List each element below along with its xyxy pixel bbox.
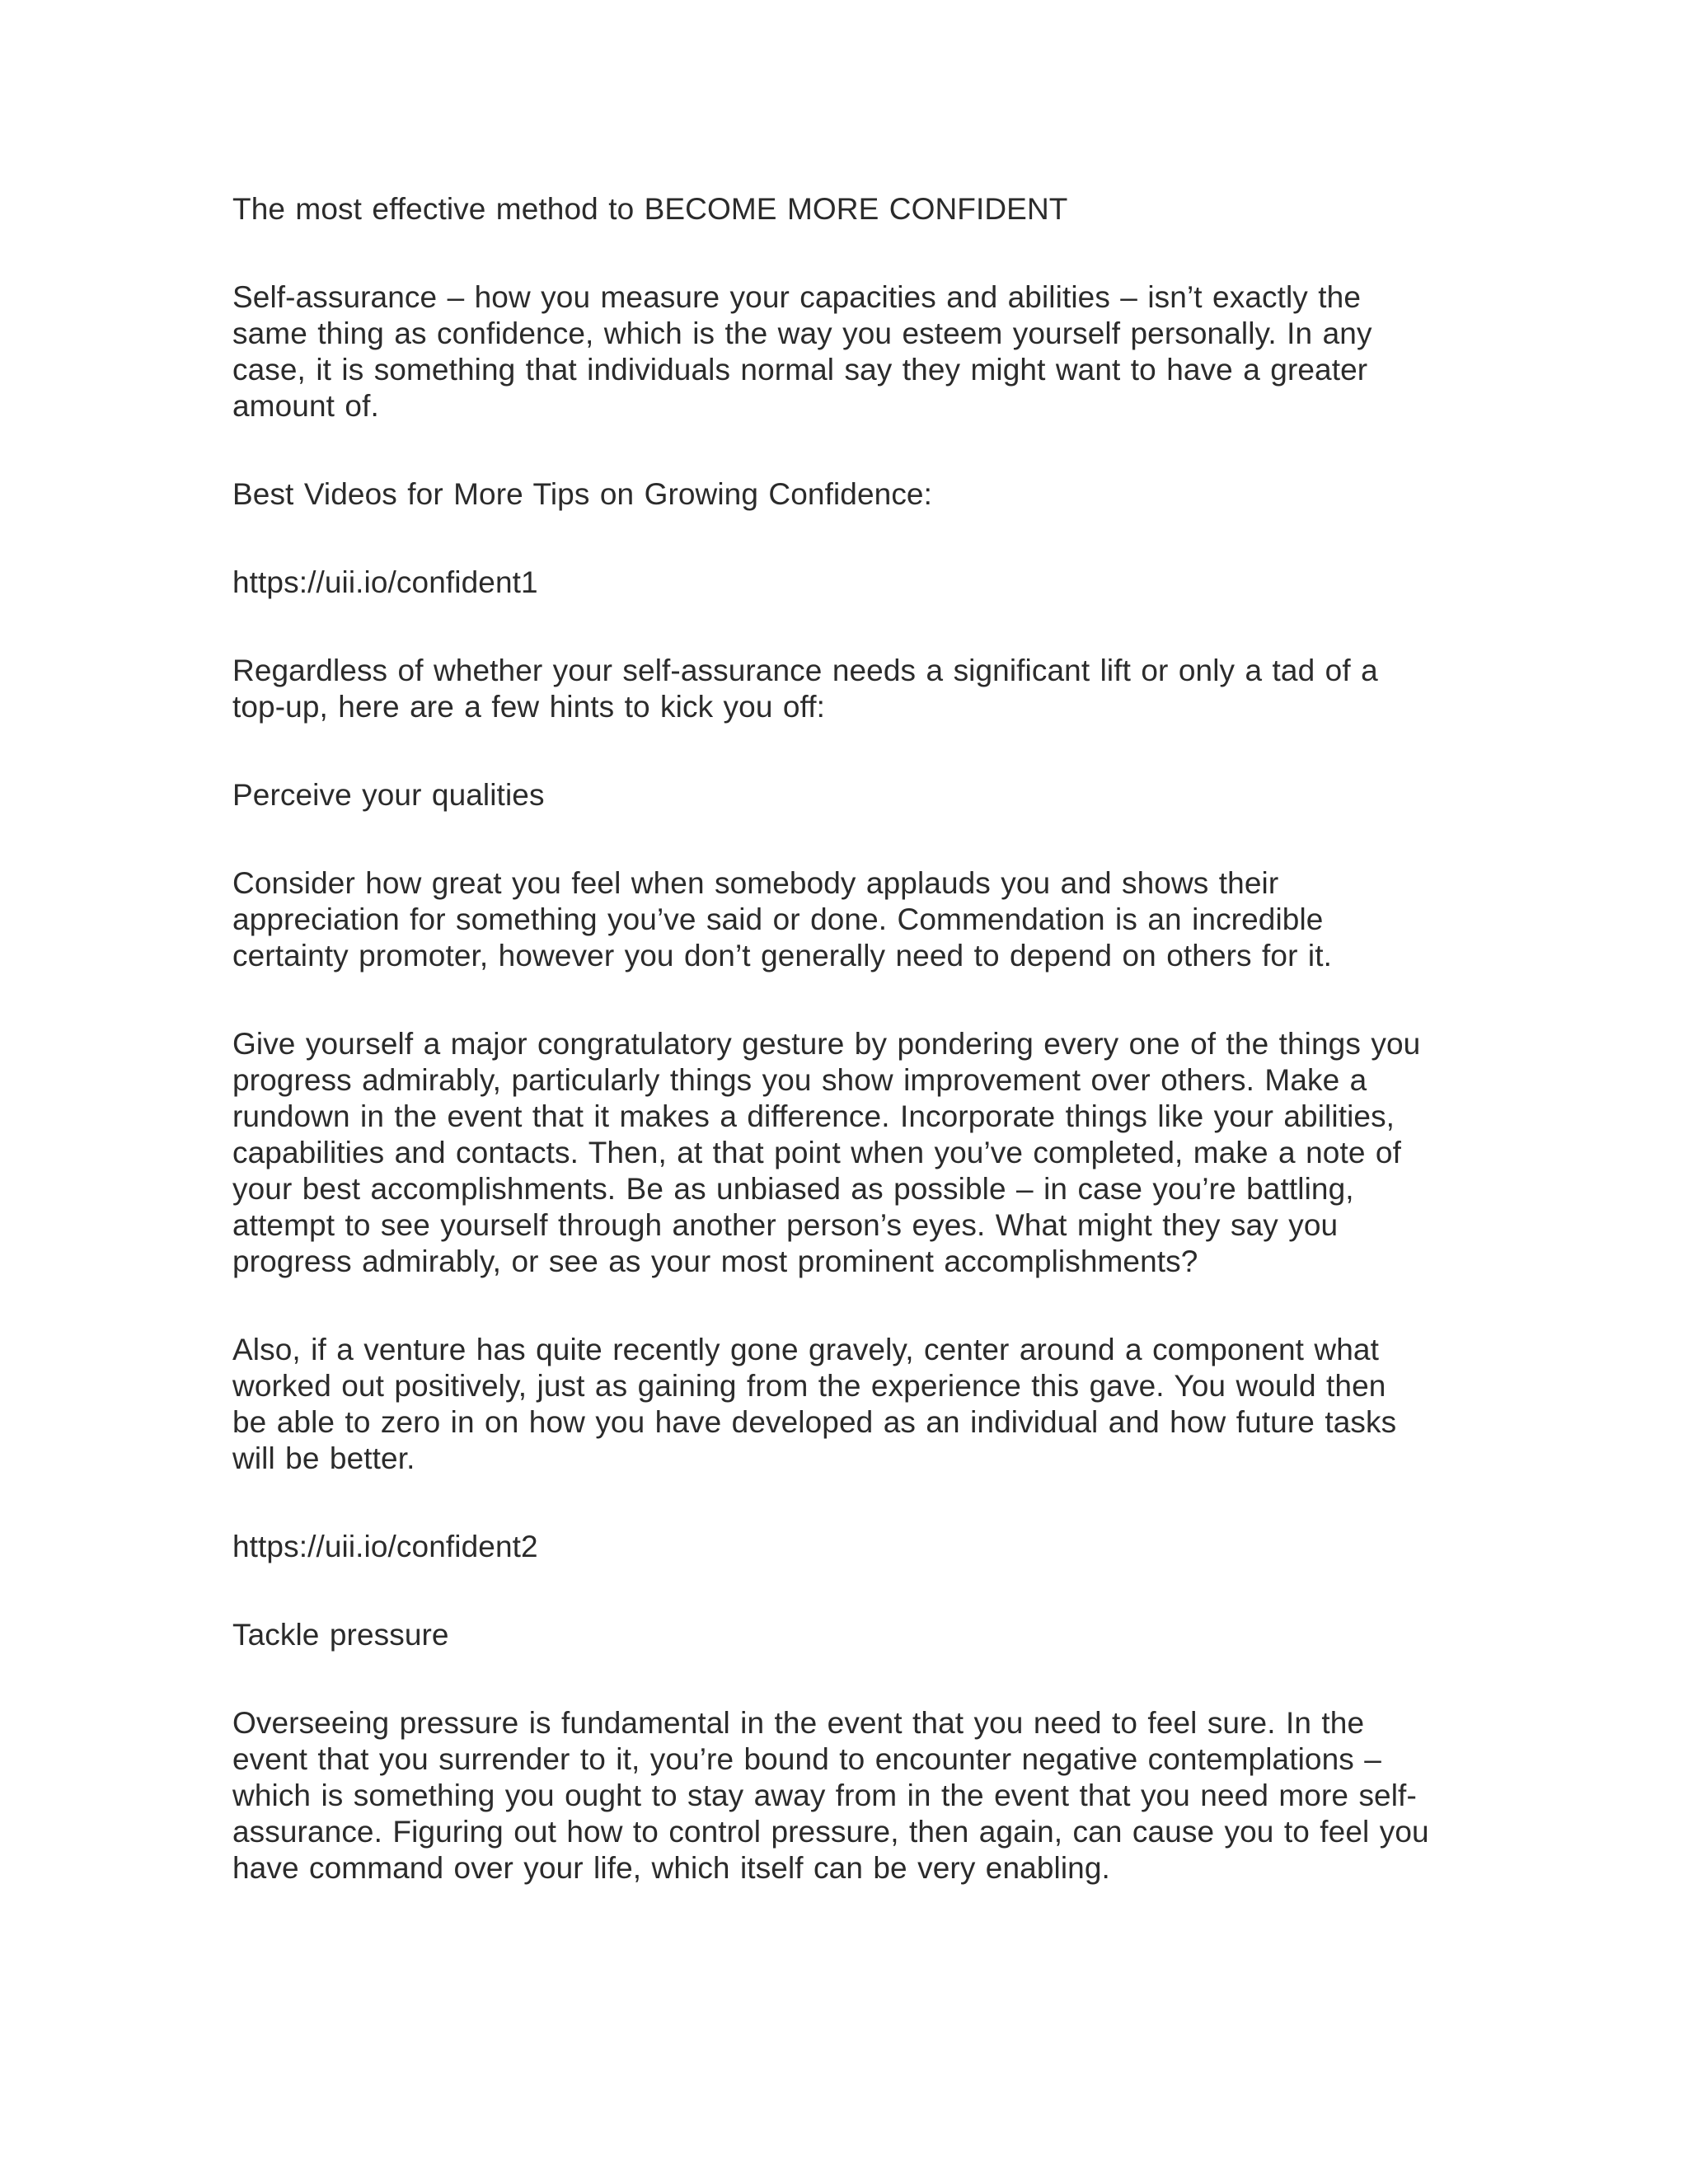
- confident1-link[interactable]: https://uii.io/confident1: [232, 565, 538, 599]
- paragraph-line: case, it is something that individuals normal say they might want to have a greater: [232, 353, 1368, 387]
- paragraph-line: Give yourself a major congratulatory gesture by pondering every one of the things you: [232, 1027, 1421, 1061]
- paragraph-line: rundown in the event that it makes a difference. Incorporate things like your abilities,: [232, 1099, 1395, 1133]
- paragraph-line: amount of.: [232, 389, 379, 423]
- paragraph-line: top-up, here are a few hints to kick you off:: [232, 690, 826, 724]
- confident2-link[interactable]: https://uii.io/confident2: [232, 1530, 538, 1563]
- paragraph-line: worked out positively, just as gaining from the experience this gave. You would then: [232, 1369, 1386, 1403]
- paragraph-line: progress admirably, or see as your most prominent accomplishments?: [232, 1244, 1198, 1278]
- paragraph-line: same thing as confidence, which is the way you esteem yourself personally. In any: [232, 316, 1372, 350]
- paragraph-line: appreciation for something you’ve said or done. Commendation is an incredible: [232, 902, 1324, 936]
- paragraph-line: Regardless of whether your self-assurance needs a significant lift or only a tad of a: [232, 654, 1378, 687]
- paragraph-line: your best accomplishments. Be as unbiased as possible – in case you’re battling,: [232, 1172, 1354, 1206]
- document-body: [232, 191, 1452, 1938]
- paragraph-line: which is something you ought to stay away from in the event that you need more self-: [232, 1779, 1417, 1812]
- paragraph-line: event that you surrender to it, you’re bound to encounter negative contemplations –: [232, 1742, 1381, 1776]
- link-block-1: [232, 565, 1452, 601]
- qualities-paragraph-1: [232, 865, 1452, 974]
- qualities-paragraph-3: [232, 1332, 1452, 1477]
- section-heading-text: Perceive your qualities: [232, 778, 545, 812]
- paragraph-line: progress admirably, particularly things you show improvement over others. Make a: [232, 1063, 1367, 1097]
- paragraph-line: will be better.: [232, 1441, 415, 1475]
- document-title: [232, 191, 1452, 227]
- paragraph-line: certainty promoter, however you don’t generally need to depend on others for it.: [232, 939, 1332, 972]
- videos-heading-text: Best Videos for More Tips on Growing Confidence:: [232, 477, 932, 511]
- paragraph-line: Consider how great you feel when somebody applauds you and shows their: [232, 866, 1279, 900]
- link-block-2: [232, 1529, 1452, 1565]
- section-heading-pressure: [232, 1617, 1452, 1653]
- videos-heading: [232, 476, 1452, 513]
- paragraph-line: attempt to see yourself through another person’s eyes. What might they say you: [232, 1208, 1339, 1242]
- paragraph-line: Self-assurance – how you measure your capacities and abilities – isn’t exactly the: [232, 280, 1362, 314]
- intro-paragraph: [232, 279, 1452, 424]
- section-heading-text: Tackle pressure: [232, 1618, 449, 1652]
- title-line: The most effective method to BECOME MORE CONFIDENT: [232, 192, 1068, 226]
- qualities-paragraph-2: [232, 1026, 1452, 1280]
- paragraph-line: be able to zero in on how you have developed as an individual and how future tasks: [232, 1405, 1397, 1439]
- paragraph-line: Also, if a venture has quite recently gone gravely, center around a component what: [232, 1333, 1379, 1366]
- section-heading-qualities: [232, 777, 1452, 813]
- paragraph-line: Overseeing pressure is fundamental in the event that you need to feel sure. In the: [232, 1706, 1365, 1740]
- paragraph-line: capabilities and contacts. Then, at that point when you’ve completed, make a note of: [232, 1136, 1401, 1169]
- paragraph-line: assurance. Figuring out how to control pressure, then again, can cause you to feel you: [232, 1815, 1429, 1849]
- paragraph-line: have command over your life, which itself can be very enabling.: [232, 1851, 1110, 1885]
- hints-intro-paragraph: [232, 653, 1452, 725]
- pressure-paragraph-1: [232, 1705, 1452, 1886]
